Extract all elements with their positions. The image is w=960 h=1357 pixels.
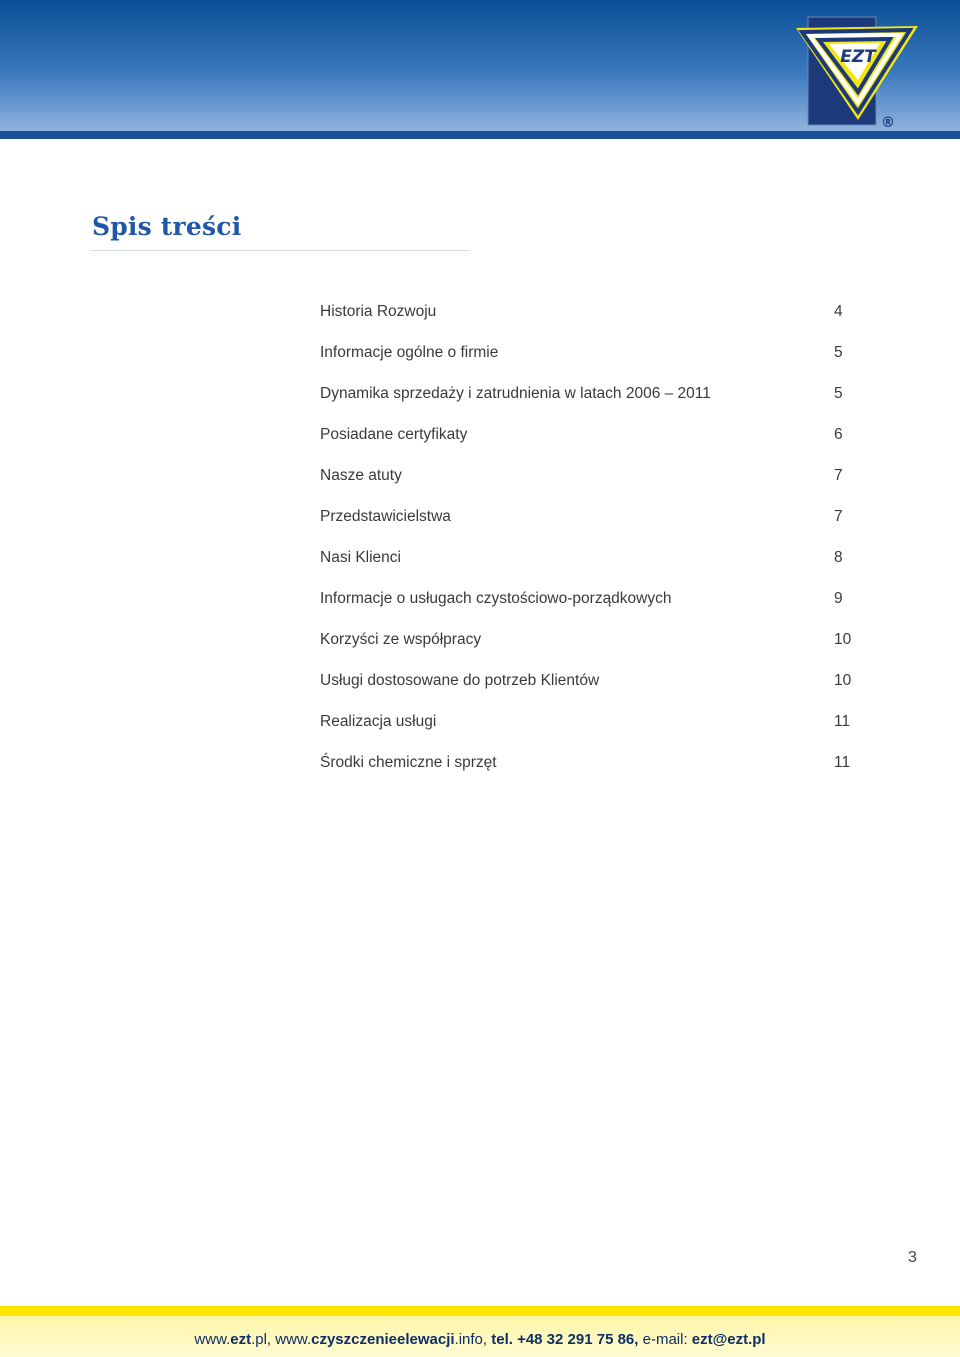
toc-entry-page: 7 <box>834 467 843 484</box>
registered-mark: ® <box>881 115 895 131</box>
toc-entry[interactable] <box>320 466 860 507</box>
footer-text-4: e-mail: <box>638 1331 692 1348</box>
toc-list <box>320 302 860 794</box>
footer-text-2: .pl, www. <box>251 1331 312 1348</box>
toc-entry-title: Informacje o usługach czystościowo-porządkowych <box>320 590 672 607</box>
page-number: 3 <box>908 1249 917 1266</box>
toc-entry-page: 11 <box>834 713 851 730</box>
header-rule <box>0 131 960 139</box>
toc-entry-page: 9 <box>834 590 843 607</box>
footer-contact <box>0 1331 960 1348</box>
page-title: Spis treści <box>92 212 242 241</box>
toc-entry-page: 11 <box>834 754 851 771</box>
toc-entry-title: Informacje ogólne o firmie <box>320 344 499 361</box>
toc-entry-page: 10 <box>834 631 852 648</box>
toc-entry-title: Korzyści ze współpracy <box>320 631 482 648</box>
toc-entry-title: Dynamika sprzedaży i zatrudnienia w latach 2006 – 2011 <box>320 385 711 402</box>
toc-entry-page: 5 <box>834 344 843 361</box>
toc-entry[interactable] <box>320 343 860 384</box>
toc-entry-title: Środki chemiczne i sprzęt <box>320 754 497 771</box>
footer-link-czyszczenie[interactable]: czyszczenieelewacji <box>311 1331 455 1348</box>
toc-entry-title: Historia Rozwoju <box>320 303 437 320</box>
toc-entry-page: 4 <box>834 303 843 320</box>
footer-phone: tel. +48 32 291 75 86, <box>491 1331 639 1348</box>
toc-entry-page: 5 <box>834 385 843 402</box>
toc-entry-page: 10 <box>834 672 852 689</box>
toc-entry-title: Usługi dostosowane do potrzeb Klientów <box>320 672 600 689</box>
title-underline <box>90 250 470 251</box>
toc-entry-page: 8 <box>834 549 843 566</box>
footer-email[interactable]: ezt@ezt.pl <box>691 1331 766 1348</box>
toc-entry[interactable] <box>320 384 860 425</box>
toc-entry[interactable] <box>320 671 860 712</box>
toc-entry[interactable] <box>320 507 860 548</box>
toc-entry[interactable] <box>320 753 860 794</box>
ezt-logo <box>792 14 924 132</box>
toc-entry-title: Realizacja usługi <box>320 713 437 730</box>
toc-entry-page: 6 <box>834 426 843 443</box>
toc-entry[interactable] <box>320 302 860 343</box>
toc-entry-title: Posiadane certyfikaty <box>320 426 468 443</box>
footer-text-1: www. <box>194 1331 231 1348</box>
footer-link-ezt[interactable]: ezt <box>230 1331 252 1348</box>
toc-entry-title: Nasi Klienci <box>320 549 401 566</box>
logo-text: EZT <box>840 47 876 67</box>
toc-entry-title: Nasze atuty <box>320 467 402 484</box>
footer-text-3: .info, <box>454 1331 492 1348</box>
toc-entry[interactable] <box>320 548 860 589</box>
toc-entry[interactable] <box>320 712 860 753</box>
toc-entry-page: 7 <box>834 508 843 525</box>
toc-entry[interactable] <box>320 630 860 671</box>
toc-entry[interactable] <box>320 425 860 466</box>
toc-entry-title: Przedstawicielstwa <box>320 508 451 525</box>
toc-entry[interactable] <box>320 589 860 630</box>
